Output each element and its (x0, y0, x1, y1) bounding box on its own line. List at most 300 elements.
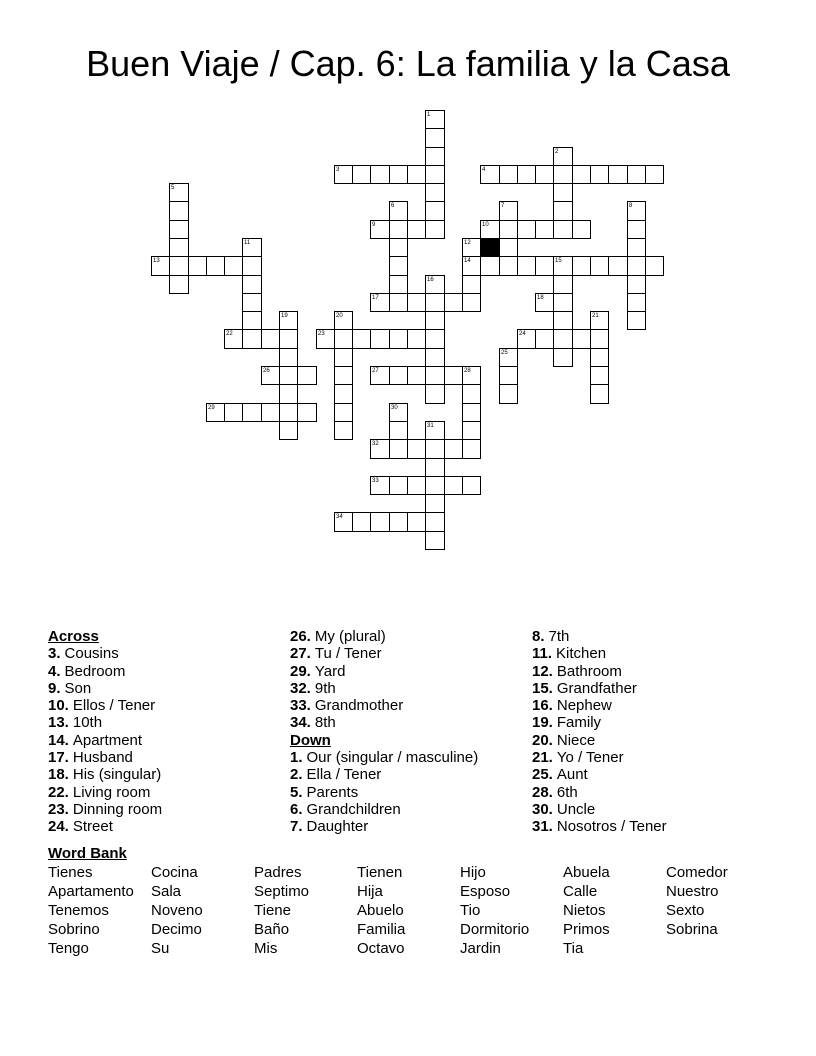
down-clue-16 (532, 697, 667, 714)
word-bank-word: Calle (563, 883, 598, 900)
word-bank-word: Tienen (357, 864, 403, 881)
clue-text: Cousins (64, 645, 119, 663)
crossword-cell (169, 183, 189, 202)
down-clue-11 (532, 645, 667, 662)
crossword-cell (462, 238, 481, 257)
crossword-cell (608, 165, 628, 184)
crossword-cell (169, 256, 189, 276)
crossword-cell (553, 329, 573, 349)
crossword-cell (370, 512, 390, 532)
clue-text: Grandmother (314, 697, 404, 715)
word-bank-word: Hijo (460, 864, 486, 881)
cell-number-label: 27 (372, 368, 379, 374)
clue-number: 9. (48, 679, 61, 697)
crossword-cell (389, 220, 408, 239)
clue-number: 22. (48, 783, 69, 801)
crossword-cell (389, 238, 408, 257)
crossword-cell (334, 165, 353, 184)
word-bank-word: Esposo (460, 883, 511, 900)
word-bank-word: Noveno (151, 902, 203, 919)
crossword-cell (462, 439, 481, 459)
crossword-cell (572, 256, 591, 276)
crossword-cell (645, 256, 664, 276)
crossword-cell (425, 147, 445, 166)
clue-text: His (singular) (72, 766, 162, 784)
clue-number: 10. (48, 697, 69, 715)
crossword-cell (334, 421, 353, 440)
cell-number-label: 29 (208, 405, 215, 411)
word-bank-word: Hija (357, 883, 383, 900)
word-bank-word: Septimo (254, 883, 310, 900)
crossword-cell (370, 476, 390, 495)
cell-number-label: 25 (501, 350, 508, 356)
crossword-cell (444, 439, 463, 459)
crossword-cell (535, 329, 554, 349)
crossword-cell (407, 293, 426, 312)
word-bank-word: Sobrina (666, 921, 718, 938)
clue-text: 10th (72, 714, 103, 732)
clue-number: 23. (48, 800, 69, 818)
clue-text: Nephew (556, 697, 612, 715)
crossword-cell (425, 531, 445, 550)
crossword-cell (407, 165, 426, 184)
crossword-cell (499, 384, 518, 404)
word-bank-word: Abuelo (357, 902, 404, 919)
crossword-cell (169, 201, 189, 221)
word-bank-word: Nuestro (666, 883, 719, 900)
cell-number-label: 15 (555, 258, 562, 264)
crossword-cell (389, 293, 408, 312)
clue-number: 27. (290, 645, 311, 663)
cell-number-label: 8 (629, 203, 633, 209)
crossword-cell (517, 165, 536, 184)
word-bank-word: Decimo (151, 921, 202, 938)
word-bank-word: Tia (563, 940, 584, 957)
crossword-cell (535, 220, 554, 239)
clue-text: Ella / Tener (306, 766, 382, 784)
crossword-cell (444, 293, 463, 312)
down-clue-15 (532, 680, 667, 697)
down-clue-6 (290, 801, 478, 818)
crossword-cell (389, 329, 408, 349)
crossword-cell (462, 421, 481, 440)
crossword-cell (425, 183, 445, 202)
across-clue-26 (290, 628, 478, 645)
across-clue-13 (48, 714, 162, 731)
crossword-cell (553, 348, 573, 367)
down-clue-12 (532, 663, 667, 680)
clue-text: Son (64, 679, 92, 697)
crossword-cell (627, 275, 646, 294)
cell-number-label: 24 (519, 331, 526, 337)
crossword-grid (151, 110, 665, 551)
down-clue-2 (290, 766, 478, 783)
cell-number-label: 26 (263, 368, 270, 374)
clue-text: My (plural) (314, 628, 386, 645)
clue-number: 6. (290, 800, 303, 818)
crossword-cell (517, 329, 536, 349)
across-clue-14 (48, 732, 162, 749)
crossword-cell (499, 238, 518, 257)
clue-number: 30. (532, 800, 553, 818)
clue-number: 32. (290, 679, 311, 697)
crossword-cell (425, 293, 445, 312)
word-bank-word: Jardin (460, 940, 501, 957)
crossword-block-cell (480, 238, 500, 257)
clue-number: 31. (532, 818, 553, 836)
crossword-cell (553, 256, 573, 276)
crossword-cell (169, 275, 189, 294)
clue-number: 5. (290, 783, 303, 801)
crossword-cell (279, 421, 298, 440)
crossword-cell (151, 256, 170, 276)
clue-number: 24. (48, 818, 69, 836)
across-clue-23 (48, 801, 162, 818)
crossword-cell (590, 384, 609, 404)
word-bank-word: Abuela (563, 864, 610, 881)
across-clue-27 (290, 645, 478, 662)
word-bank-word: Primos (563, 921, 610, 938)
clue-text: Grandchildren (306, 800, 401, 818)
crossword-cell (425, 110, 445, 129)
across-clue-9 (48, 680, 162, 697)
word-bank-word: Familia (357, 921, 406, 938)
clue-text: Uncle (556, 800, 596, 818)
crossword-cell (224, 329, 243, 349)
cell-number-label: 5 (171, 185, 175, 191)
crossword-cell (590, 256, 609, 276)
crossword-cell (316, 329, 335, 349)
across-clue-10 (48, 697, 162, 714)
down-clue-31 (532, 818, 667, 835)
crossword-cell (389, 512, 408, 532)
clue-text: Husband (72, 749, 133, 767)
clue-text: Nosotros / Tener (556, 818, 667, 836)
crossword-cell (572, 329, 591, 349)
crossword-cell (206, 403, 225, 422)
clue-text: Family (556, 714, 602, 732)
word-bank-word: Sobrino (48, 921, 100, 938)
crossword-cell (425, 201, 445, 221)
word-bank-word: Tengo (48, 940, 89, 957)
crossword-cell (389, 476, 408, 495)
down-clue-30 (532, 801, 667, 818)
crossword-cell (425, 512, 445, 532)
crossword-cell (370, 439, 390, 459)
crossword-cell (279, 329, 298, 349)
clue-text: Bedroom (64, 662, 126, 680)
word-bank-word: Mis (254, 940, 278, 957)
cell-number-label: 7 (501, 203, 505, 209)
cell-number-label: 20 (336, 313, 343, 319)
crossword-cell (242, 329, 262, 349)
crossword-cell (407, 439, 426, 459)
crossword-cell (334, 329, 353, 349)
down-clue-7 (290, 818, 478, 835)
crossword-cell (407, 476, 426, 495)
crossword-cell (425, 494, 445, 513)
crossword-cell (480, 256, 500, 276)
crossword-cell (334, 366, 353, 385)
down-clue-28 (532, 784, 667, 801)
crossword-cell (425, 275, 445, 294)
word-bank-word: Comedor (666, 864, 728, 881)
word-bank-word: Tio (460, 902, 481, 919)
cell-number-label: 21 (592, 313, 599, 319)
down-clue-8 (532, 628, 667, 645)
clue-number: 33. (290, 697, 311, 715)
clue-number: 8. (532, 628, 545, 645)
crossword-cell (462, 476, 481, 495)
crossword-cell (169, 238, 189, 257)
cell-number-label: 14 (464, 258, 471, 264)
crossword-cell (553, 275, 573, 294)
clue-text: Dinning room (72, 800, 163, 818)
clue-number: 2. (290, 766, 303, 784)
crossword-cell (517, 256, 536, 276)
crossword-cell (462, 384, 481, 404)
clue-text: Grandfather (556, 679, 637, 697)
down-clue-25 (532, 766, 667, 783)
clue-number: 19. (532, 714, 553, 732)
crossword-cell (407, 329, 426, 349)
clue-text: Living room (72, 783, 151, 801)
cell-number-label: 9 (372, 222, 376, 228)
clue-text: Daughter (306, 818, 369, 836)
crossword-cell (389, 421, 408, 440)
clue-number: 34. (290, 714, 311, 732)
crossword-cell (242, 238, 262, 257)
crossword-cell (297, 403, 317, 422)
clue-text: Our (singular / masculine) (306, 749, 479, 767)
crossword-cell (352, 512, 371, 532)
down-clue-20 (532, 732, 667, 749)
crossword-cell (334, 403, 353, 422)
crossword-cell (352, 165, 371, 184)
clue-text: Ellos / Tener (72, 697, 156, 715)
crossword-cell (499, 366, 518, 385)
clue-text: 8th (314, 714, 336, 732)
clue-text: Yard (314, 662, 346, 680)
crossword-cell (517, 220, 536, 239)
crossword-cell (334, 348, 353, 367)
clue-number: 25. (532, 766, 553, 784)
crossword-cell (279, 348, 298, 367)
crossword-cell (389, 256, 408, 276)
crossword-cell (462, 403, 481, 422)
crossword-cell (627, 311, 646, 330)
clue-text: Yo / Tener (556, 749, 624, 767)
down-clue-5 (290, 784, 478, 801)
down-clue-21 (532, 749, 667, 766)
crossword-cell (499, 201, 518, 221)
clue-number: 1. (290, 749, 303, 767)
crossword-cell (425, 366, 445, 385)
word-bank-word: Padres (254, 864, 302, 881)
across-clue-4 (48, 663, 162, 680)
crossword-cell (261, 403, 280, 422)
clue-number: 15. (532, 679, 553, 697)
clue-text: Street (72, 818, 113, 836)
cell-number-label: 13 (153, 258, 160, 264)
word-bank-word: Cocina (151, 864, 198, 881)
crossword-cell (462, 275, 481, 294)
crossword-cell (425, 220, 445, 239)
crossword-cell (389, 165, 408, 184)
crossword-cell (645, 165, 664, 184)
clue-text: 9th (314, 679, 336, 697)
clue-number: 3. (48, 645, 61, 663)
cell-number-label: 4 (482, 167, 486, 173)
crossword-cell (242, 293, 262, 312)
clue-number: 28. (532, 783, 553, 801)
worksheet-title: Buen Viaje / Cap. 6: La familia y la Casa (86, 43, 730, 84)
cell-number-label: 23 (318, 331, 325, 337)
crossword-cell (425, 329, 445, 349)
crossword-cell (425, 384, 445, 404)
across-clue-24 (48, 818, 162, 835)
clue-number: 20. (532, 731, 553, 749)
crossword-cell (261, 366, 280, 385)
crossword-cell (535, 165, 554, 184)
clue-number: 4. (48, 662, 61, 680)
crossword-cell (444, 366, 463, 385)
word-bank-word: Dormitorio (460, 921, 530, 938)
crossword-cell (279, 311, 298, 330)
crossword-cell (389, 439, 408, 459)
down-clue-19 (532, 714, 667, 731)
cell-number-label: 30 (391, 405, 398, 411)
clue-number: 14. (48, 731, 69, 749)
cell-number-label: 18 (537, 295, 544, 301)
across-clue-29 (290, 663, 478, 680)
crossword-cell (279, 403, 298, 422)
clue-text: Kitchen (556, 645, 607, 663)
crossword-cell (499, 165, 518, 184)
cell-number-label: 16 (427, 277, 434, 283)
clue-number: 26. (290, 628, 311, 645)
clue-number: 18. (48, 766, 69, 784)
cell-number-label: 22 (226, 331, 233, 337)
across-clue-18 (48, 766, 162, 783)
crossword-cell (224, 256, 243, 276)
crossword-cell (224, 403, 243, 422)
crossword-cell (572, 165, 591, 184)
crossword-cell (462, 256, 481, 276)
cell-number-label: 11 (244, 240, 251, 246)
crossword-cell (425, 439, 445, 459)
crossword-cell (407, 366, 426, 385)
across-heading: Across (48, 628, 99, 645)
crossword-cell (297, 366, 317, 385)
across-clue-34 (290, 714, 478, 731)
clue-number: 17. (48, 749, 69, 767)
word-bank-word: Su (151, 940, 170, 957)
clue-number: 7. (290, 818, 303, 836)
crossword-cell (169, 220, 189, 239)
crossword-cell (334, 384, 353, 404)
crossword-cell (535, 256, 554, 276)
crossword-cell (425, 421, 445, 440)
cell-number-label: 33 (372, 478, 379, 484)
crossword-cell (407, 220, 426, 239)
word-bank-word: Apartamento (48, 883, 134, 900)
clue-number: 21. (532, 749, 553, 767)
word-bank-word: Tiene (254, 902, 291, 919)
crossword-cell (553, 147, 573, 166)
crossword-cell (242, 403, 262, 422)
across-clue-17 (48, 749, 162, 766)
crossword-cell (535, 293, 554, 312)
crossword-cell (590, 311, 609, 330)
cell-number-label: 28 (464, 368, 471, 374)
crossword-cell (608, 256, 628, 276)
crossword-cell (370, 366, 390, 385)
crossword-cell (627, 165, 646, 184)
crossword-cell (389, 403, 408, 422)
clue-text: 7th (548, 628, 570, 645)
crossword-cell (627, 238, 646, 257)
crossword-cell (389, 275, 408, 294)
across-clue-32 (290, 680, 478, 697)
crossword-cell (242, 275, 262, 294)
crossword-cell (425, 165, 445, 184)
clue-number: 11. (532, 645, 553, 663)
word-bank-word: Tenemos (48, 902, 109, 919)
cell-number-label: 6 (391, 203, 395, 209)
crossword-cell (370, 165, 390, 184)
crossword-cell (389, 201, 408, 221)
word-bank-word: Octavo (357, 940, 405, 957)
word-bank-word: Sala (151, 883, 182, 900)
word-bank (48, 844, 769, 958)
crossword-cell (499, 348, 518, 367)
crossword-cell (279, 384, 298, 404)
crossword-cell (425, 476, 445, 495)
crossword-cell (261, 329, 280, 349)
crossword-cell (553, 311, 573, 330)
crossword-cell (590, 366, 609, 385)
clue-text: Bathroom (556, 662, 622, 680)
crossword-cell (242, 256, 262, 276)
cell-number-label: 10 (482, 222, 489, 228)
crossword-cell (425, 348, 445, 367)
crossword-cell (334, 311, 353, 330)
crossword-cell (553, 183, 573, 202)
crossword-cell (370, 220, 390, 239)
down-heading: Down (290, 731, 331, 749)
clue-number: 12. (532, 662, 553, 680)
crossword-cell (499, 256, 518, 276)
crossword-cell (590, 329, 609, 349)
clue-text: Aunt (556, 766, 588, 784)
clue-number: 29. (290, 662, 311, 680)
clue-text: Niece (556, 731, 596, 749)
crossword-cell (627, 256, 646, 276)
across-clue-3 (48, 645, 162, 662)
crossword-cell (188, 256, 207, 276)
crossword-cell (370, 329, 390, 349)
clue-text: 6th (556, 783, 578, 801)
crossword-cell (480, 220, 500, 239)
crossword-cell (425, 311, 445, 330)
crossword-cell (462, 366, 481, 385)
word-bank-heading: Word Bank (48, 845, 127, 862)
crossword-cell (553, 165, 573, 184)
across-clue-33 (290, 697, 478, 714)
crossword-cell (553, 201, 573, 221)
clue-column (290, 628, 478, 836)
